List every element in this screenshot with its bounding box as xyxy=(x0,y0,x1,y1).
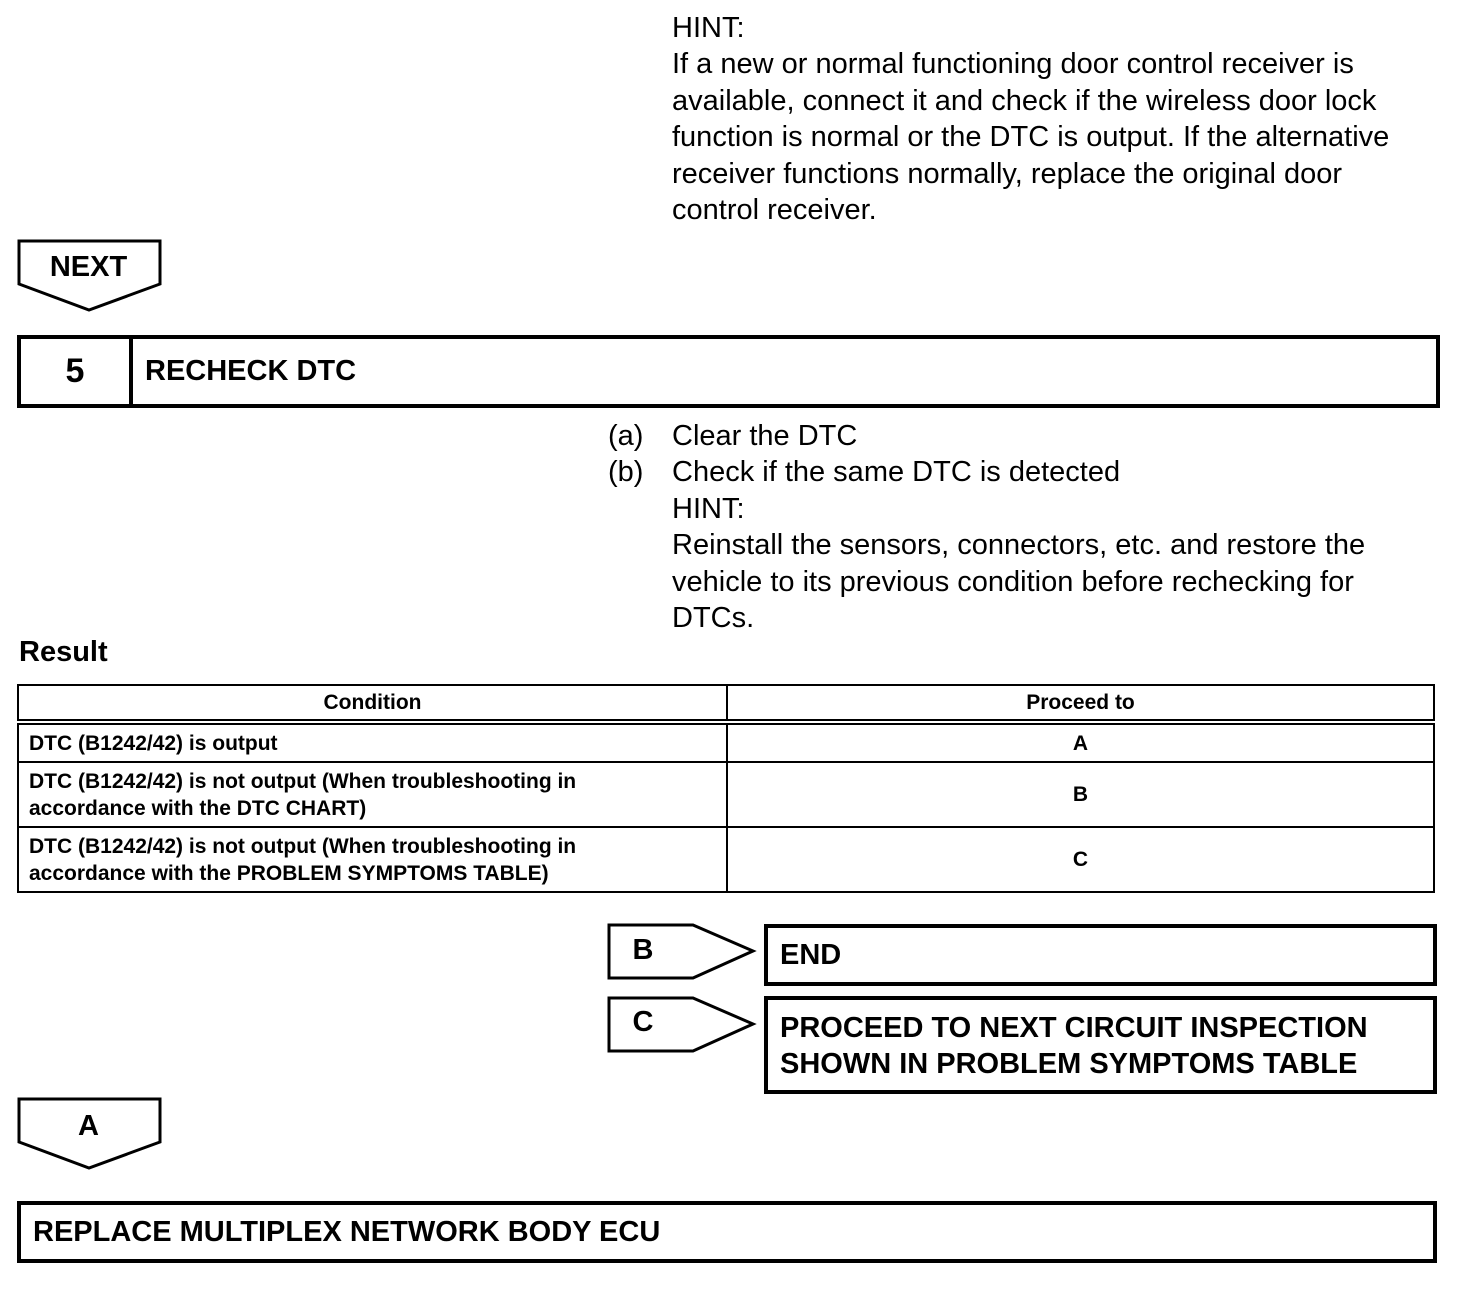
hint-line: function is normal or the DTC is output. If the alternative xyxy=(672,121,1390,154)
branch-c-label: C xyxy=(632,1006,654,1038)
substep-letter: (b) xyxy=(608,456,644,489)
table-row xyxy=(18,827,1434,892)
branch-result-line: END xyxy=(780,938,842,971)
substep-letter: (a) xyxy=(608,420,644,452)
table-header-row xyxy=(18,685,1434,722)
substep xyxy=(608,418,1448,454)
condition-line: DTC (B1242/42) is not output (When troubleshooting in xyxy=(29,834,577,858)
proceed-cell: A xyxy=(727,722,1434,762)
top-hint xyxy=(672,10,1452,228)
branch-b-label: B xyxy=(632,934,654,966)
condition-line: DTC (B1242/42) is not output (When troubleshooting in xyxy=(29,769,577,793)
proceed-cell: C xyxy=(727,827,1434,892)
step-header xyxy=(17,335,1440,408)
substep-text: Check if the same DTC is detected xyxy=(672,456,1121,489)
condition-cell xyxy=(18,762,727,827)
step-title: RECHECK DTC xyxy=(145,355,357,387)
step-number: 5 xyxy=(21,339,133,404)
step-hint-title: HINT: xyxy=(672,492,745,525)
hint-title: HINT: xyxy=(672,12,745,44)
step-hint-line: DTCs. xyxy=(672,602,755,635)
substep-text: Clear the DTC xyxy=(672,420,858,452)
branch-b-result xyxy=(764,924,1437,986)
condition-line: accordance with the DTC CHART) xyxy=(29,796,367,820)
final-action-text: REPLACE MULTIPLEX NETWORK BODY ECU xyxy=(33,1215,661,1248)
branch-result-line: SHOWN IN PROBLEM SYMPTOMS TABLE xyxy=(780,1048,1358,1080)
header-condition: Condition xyxy=(18,685,727,722)
step-hint-line: Reinstall the sensors, connectors, etc. and restore the xyxy=(672,529,1366,562)
table-row xyxy=(18,722,1434,762)
result-label: Result xyxy=(19,636,108,668)
next-label: NEXT xyxy=(49,251,128,283)
table-row xyxy=(18,762,1434,827)
hint-line: receiver functions normally, replace the original door xyxy=(672,157,1343,190)
condition-line: accordance with the PROBLEM SYMPTOMS TABLE) xyxy=(29,861,549,885)
header-proceed: Proceed to xyxy=(727,685,1434,722)
a-label: A xyxy=(78,1110,99,1142)
hint-line: If a new or normal functioning door control receiver is xyxy=(672,48,1354,81)
step-hint-line: vehicle to its previous condition before rechecking for xyxy=(672,565,1354,598)
substep xyxy=(608,454,1448,490)
hint-line: available, connect it and check if the wireless door lock xyxy=(672,84,1377,117)
substeps xyxy=(608,418,1448,636)
hint-line: control receiver. xyxy=(672,194,877,227)
branch-result-line: PROCEED TO NEXT CIRCUIT INSPECTION xyxy=(780,1012,1368,1044)
result-table xyxy=(17,684,1435,893)
condition-line: DTC (B1242/42) is output xyxy=(29,731,278,755)
proceed-cell: B xyxy=(727,762,1434,827)
condition-cell xyxy=(18,722,727,762)
branch-c-result xyxy=(764,996,1437,1094)
final-action-box xyxy=(17,1201,1437,1263)
condition-cell xyxy=(18,827,727,892)
